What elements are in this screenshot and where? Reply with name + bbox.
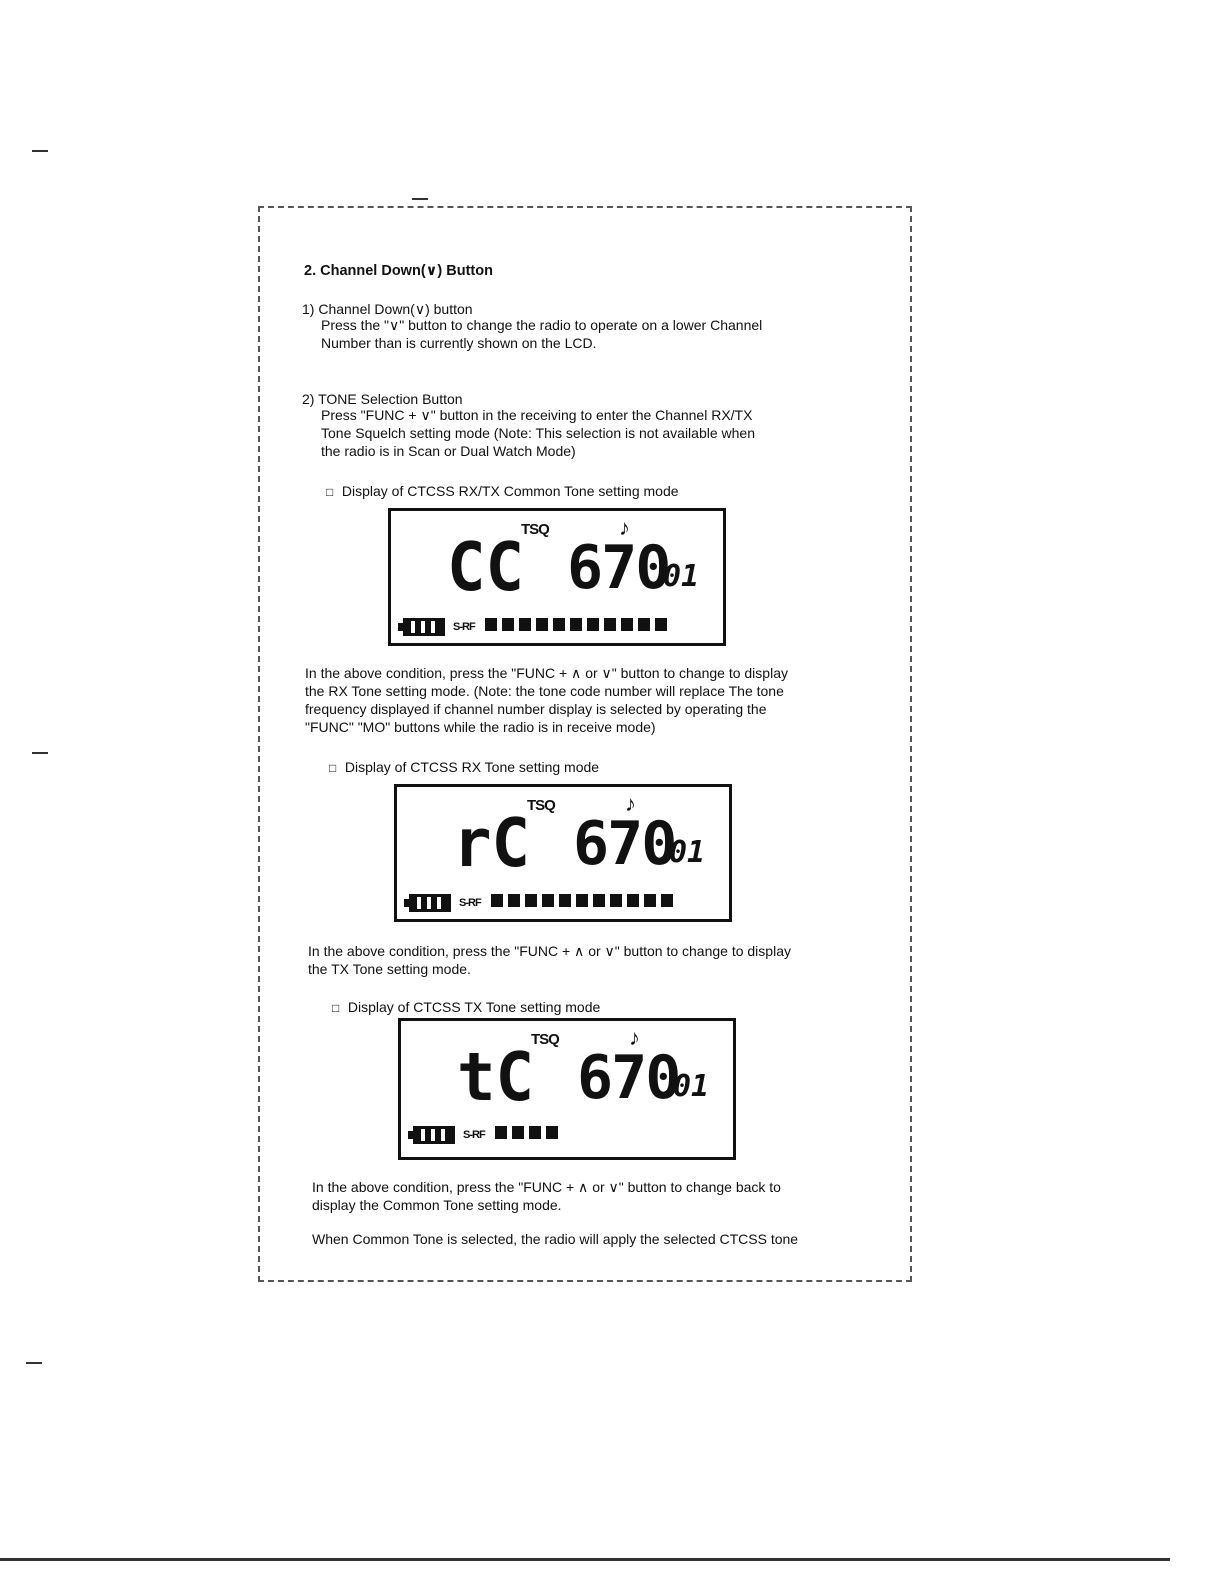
paragraph-line: display the Common Tone setting mode. bbox=[312, 1197, 562, 1213]
signal-segment bbox=[576, 894, 588, 907]
signal-segment bbox=[559, 894, 571, 907]
display-caption bbox=[329, 758, 599, 777]
channel-number: 01 bbox=[669, 835, 706, 870]
paragraph-line: the RX Tone setting mode. (Note: the tone code number will replace The tone bbox=[305, 683, 784, 699]
paragraph-line: In the above condition, press the "FUNC + ∧ or ∨" button to change back to bbox=[312, 1179, 781, 1195]
battery-icon bbox=[403, 618, 445, 636]
paragraph-line: In the above condition, press the "FUNC + ∧ or ∨" button to change to display bbox=[308, 943, 791, 959]
tone-frequency: 670 bbox=[567, 533, 670, 603]
signal-segment bbox=[655, 618, 667, 631]
checkbox-icon: □ bbox=[332, 1001, 340, 1015]
signal-segment bbox=[546, 1126, 558, 1139]
caption-text: Display of CTCSS RX/TX Common Tone setting mode bbox=[341, 483, 679, 499]
signal-segment bbox=[661, 894, 673, 907]
signal-segment bbox=[638, 618, 650, 631]
checkbox-icon: □ bbox=[329, 761, 337, 775]
signal-segment bbox=[587, 618, 599, 631]
signal-segment bbox=[508, 894, 520, 907]
caption-text: Display of CTCSS TX Tone setting mode bbox=[347, 999, 601, 1015]
signal-segment bbox=[529, 1126, 541, 1139]
checkbox-icon: □ bbox=[326, 485, 334, 499]
signal-segment bbox=[627, 894, 639, 907]
meter-row bbox=[413, 1125, 563, 1145]
srf-label: S-RF bbox=[463, 1129, 485, 1141]
lcd-display-tx bbox=[398, 1018, 736, 1160]
lcd-display-common bbox=[388, 508, 726, 646]
music-note-icon: ♪ bbox=[619, 515, 630, 540]
item1-line: Number than is currently shown on the LCD. bbox=[321, 335, 597, 351]
display-caption bbox=[332, 998, 600, 1017]
signal-segment bbox=[512, 1126, 524, 1139]
signal-segment bbox=[604, 618, 616, 631]
paragraph-line: frequency displayed if channel number display is selected by operating the bbox=[305, 701, 767, 717]
battery-icon bbox=[409, 894, 451, 912]
srf-label: S-RF bbox=[453, 621, 475, 633]
item2-title: 2) TONE Selection Button bbox=[302, 391, 463, 407]
tsq-indicator: TSQ bbox=[531, 1031, 559, 1048]
signal-segment bbox=[553, 618, 565, 631]
paragraph-line: the TX Tone setting mode. bbox=[308, 961, 471, 977]
margin-mark bbox=[26, 1362, 42, 1364]
display-caption bbox=[326, 482, 679, 501]
signal-segment bbox=[485, 618, 497, 631]
tsq-indicator: TSQ bbox=[527, 797, 555, 814]
lcd-display-rx bbox=[394, 784, 732, 922]
signal-segment bbox=[536, 618, 548, 631]
channel-number: 01 bbox=[663, 559, 700, 594]
signal-segment bbox=[525, 894, 537, 907]
paragraph-line: When Common Tone is selected, the radio will apply the selected CTCSS tone bbox=[312, 1231, 799, 1247]
signal-segment bbox=[644, 894, 656, 907]
margin-mark bbox=[412, 198, 428, 200]
signal-segment bbox=[542, 894, 554, 907]
margin-mark bbox=[32, 150, 48, 152]
battery-icon bbox=[413, 1126, 455, 1144]
signal-segment bbox=[621, 618, 633, 631]
music-note-icon: ♪ bbox=[629, 1025, 640, 1050]
paragraph-line: In the above condition, press the "FUNC + ∧ or ∨" button to change to display bbox=[305, 665, 788, 681]
tsq-indicator: TSQ bbox=[521, 521, 549, 538]
bottom-rule bbox=[0, 1558, 1170, 1561]
mode-digits: CC bbox=[447, 529, 525, 607]
caption-text: Display of CTCSS RX Tone setting mode bbox=[344, 759, 600, 775]
signal-segment bbox=[495, 1126, 507, 1139]
item2-line: Press "FUNC + ∨" button in the receiving to enter the Channel RX/TX bbox=[321, 407, 753, 423]
mode-digits: tC bbox=[457, 1039, 535, 1117]
item1-title: 1) Channel Down(∨) button bbox=[302, 301, 473, 317]
signal-segment bbox=[610, 894, 622, 907]
signal-meter bbox=[491, 894, 678, 912]
item2-line: Tone Squelch setting mode (Note: This selection is not available when bbox=[321, 425, 755, 441]
margin-mark bbox=[32, 752, 48, 754]
srf-label: S-RF bbox=[459, 897, 481, 909]
signal-meter bbox=[485, 618, 672, 636]
item1-line: Press the "∨" button to change the radio to operate on a lower Channel bbox=[321, 317, 763, 333]
signal-segment bbox=[519, 618, 531, 631]
signal-segment bbox=[502, 618, 514, 631]
signal-segment bbox=[570, 618, 582, 631]
mode-digits: rC bbox=[453, 805, 531, 883]
signal-segment bbox=[491, 894, 503, 907]
tone-frequency: 670 bbox=[577, 1043, 680, 1113]
paragraph-line: "FUNC" "MO" buttons while the radio is in receive mode) bbox=[305, 719, 656, 735]
tone-frequency: 670 bbox=[573, 809, 676, 879]
channel-number: 01 bbox=[673, 1069, 710, 1104]
meter-row bbox=[409, 893, 678, 913]
music-note-icon: ♪ bbox=[625, 791, 636, 816]
meter-row bbox=[403, 617, 672, 637]
signal-segment bbox=[593, 894, 605, 907]
section-heading: 2. Channel Down(∨) Button bbox=[304, 263, 493, 279]
signal-meter bbox=[495, 1126, 563, 1144]
item2-line: the radio is in Scan or Dual Watch Mode) bbox=[321, 443, 576, 459]
